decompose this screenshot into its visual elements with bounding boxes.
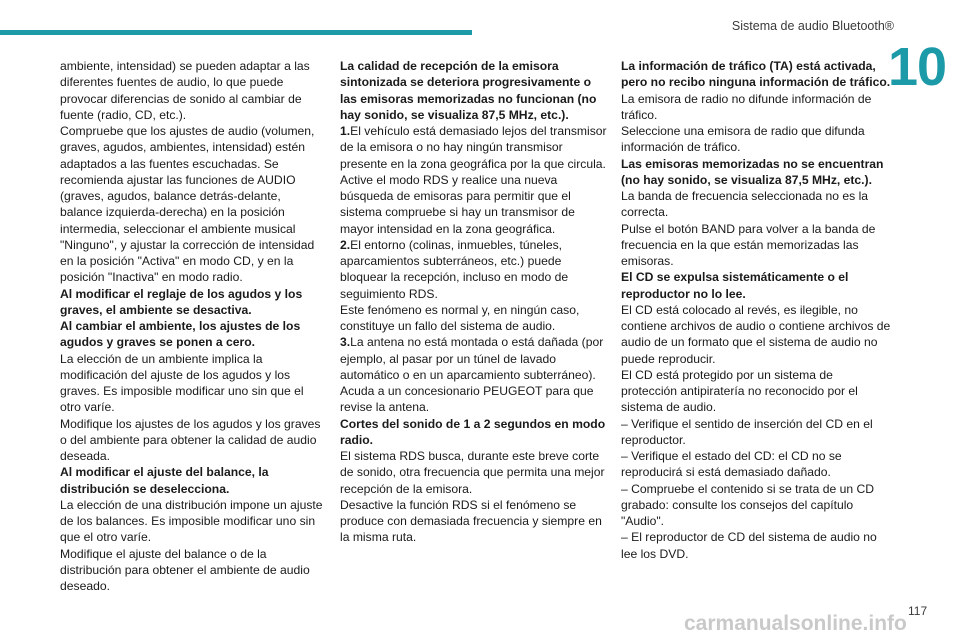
section-heading: Cortes del sonido de 1 a 2 segundos en modo radio. bbox=[340, 416, 606, 447]
body-paragraph: El CD está colocado al revés, es ilegible, no contiene archivos de audio o contiene archivos de audio de un formato que el sistema de audio no puede reproducir. bbox=[621, 302, 891, 366]
body-paragraph: ambiente, intensidad) se pueden adaptar a las diferentes fuentes de audio, lo que puede provocar diferencias de sonido al cambiar de fuente (radio, CD, etc.). bbox=[60, 59, 310, 122]
text-column-1 bbox=[60, 58, 325, 594]
body-paragraph: El CD está protegido por un sistema de protección antipiratería no reconocido por el sistema de audio. bbox=[621, 367, 858, 415]
item-number: 1. bbox=[340, 124, 351, 138]
section-heading: Al modificar el ajuste del balance, la distribución se deselecciona. bbox=[60, 465, 269, 496]
body-paragraph: La elección de una distribución impone un ajuste de los balances. Es imposible modificar uno sin que el otro varíe. bbox=[60, 497, 323, 545]
body-paragraph: Modifique el ajuste del balance o de la distribución para obtener el ambiente de audio deseado. bbox=[60, 546, 310, 593]
section-heading: Al cambiar el ambiente, los ajustes de los agudos y graves se ponen a cero. bbox=[60, 319, 301, 350]
section-heading: Las emisoras memorizadas no se encuentran (no hay sonido, se visualiza 87,5 MHz, etc.). bbox=[621, 156, 884, 187]
body-paragraph: La banda de frecuencia seleccionada no es la correcta. bbox=[621, 189, 869, 220]
numbered-paragraph bbox=[340, 237, 610, 302]
item-text: El vehículo está demasiado lejos del transmisor de la emisora o no hay ningún transmisor presente en la zona geográfica por la que circula. bbox=[340, 124, 607, 171]
watermark: carmanualsonline.info bbox=[684, 612, 907, 635]
body-paragraph: Desactive la función RDS si el fenómeno se produce con demasiada frecuencia y siempre en la misma ruta. bbox=[340, 497, 602, 545]
body-paragraph: – Verifique el estado del CD: el CD no se reproducirá si está demasiado dañado. bbox=[621, 449, 842, 480]
body-paragraph: La emisora de radio no difunde información de tráfico. bbox=[621, 91, 872, 122]
body-paragraph: El sistema RDS busca, durante este breve corte de sonido, otra frecuencia que permita una mejor recepción de la emisora. bbox=[340, 449, 605, 496]
body-paragraph: Pulse el botón BAND para volver a la banda de frecuencia en la que están memorizadas las emisoras. bbox=[621, 221, 876, 268]
section-heading: La información de tráfico (TA) está activada, pero no recibo ninguna información de tráfico. bbox=[621, 59, 891, 90]
body-paragraph: Active el modo RDS y realice una nueva búsqueda de emisoras para permitir que el sistema compruebe si hay un transmisor de mayor intensidad en la zona geográfica. bbox=[340, 172, 575, 236]
numbered-paragraph bbox=[340, 123, 610, 172]
body-paragraph: La elección de un ambiente implica la modificación del ajuste de los agudos y los graves. Es imposible modificar uno sin que el otro varíe. bbox=[60, 351, 304, 415]
body-paragraph: Seleccione una emisora de radio que difunda información de tráfico. bbox=[621, 124, 865, 155]
section-heading: Al modificar el reglaje de los agudos y los graves, el ambiente se desactiva. bbox=[60, 286, 303, 317]
item-text: La antena no está montada o está dañada (por ejemplo, al pasar por un túnel de lavado automático o en un aparcamiento subterráneo). bbox=[340, 335, 604, 382]
item-number: 2. bbox=[340, 237, 351, 252]
page-number: 117 bbox=[908, 604, 928, 618]
numbered-paragraph bbox=[340, 334, 610, 383]
section-title: Sistema de audio Bluetooth® bbox=[731, 19, 894, 33]
header-accent-bar bbox=[0, 30, 472, 35]
body-paragraph: – Compruebe el contenido si se trata de un CD grabado: consulte los consejos del capítulo "Audio". bbox=[621, 481, 875, 528]
text-column-3 bbox=[621, 58, 891, 562]
section-heading: La calidad de recepción de la emisora sintonizada se deteriora progresivamente o las emisoras memorizadas no funcionan (no hay sonido, se visualiza 87,5 MHz, etc.). bbox=[340, 59, 597, 122]
body-paragraph: – El reproductor de CD del sistema de audio no lee los DVD. bbox=[621, 530, 877, 561]
chapter-number: 10 bbox=[888, 37, 947, 97]
section-heading: El CD se expulsa sistemáticamente o el reproductor no lo lee. bbox=[621, 270, 849, 301]
body-paragraph: – Verifique el sentido de inserción del CD en el reproductor. bbox=[621, 416, 873, 447]
body-paragraph: Acuda a un concesionario PEUGEOT para que revise la antena. bbox=[340, 384, 594, 415]
body-paragraph: Compruebe que los ajustes de audio (volumen, graves, agudos, ambientes, intensidad) estén adaptados a las fuentes escuchadas. Se recomienda ajustar las funciones de AUDIO (graves, agudos, balance detrás-delante, balance izquierda-derecha) en la posición intermedia, seleccionar el ambiente musical "Ninguno", y ajustar la corrección de intensidad en la posición "Activa" en modo CD, y en la posición "Inactiva" en modo radio. bbox=[60, 124, 315, 285]
item-number: 3. bbox=[340, 335, 351, 350]
body-paragraph: Modifique los ajustes de los agudos y los graves o del ambiente para obtener la calidad de audio deseada. bbox=[60, 416, 321, 463]
body-paragraph: Este fenómeno es normal y, en ningún caso, constituye un fallo del sistema de audio. bbox=[340, 302, 580, 333]
item-text: El entorno (colinas, inmuebles, túneles, aparcamientos subterráneos, etc.) puede bloquear la recepción, incluso en modo de seguimiento RDS. bbox=[340, 237, 569, 301]
text-column-2 bbox=[340, 58, 610, 546]
